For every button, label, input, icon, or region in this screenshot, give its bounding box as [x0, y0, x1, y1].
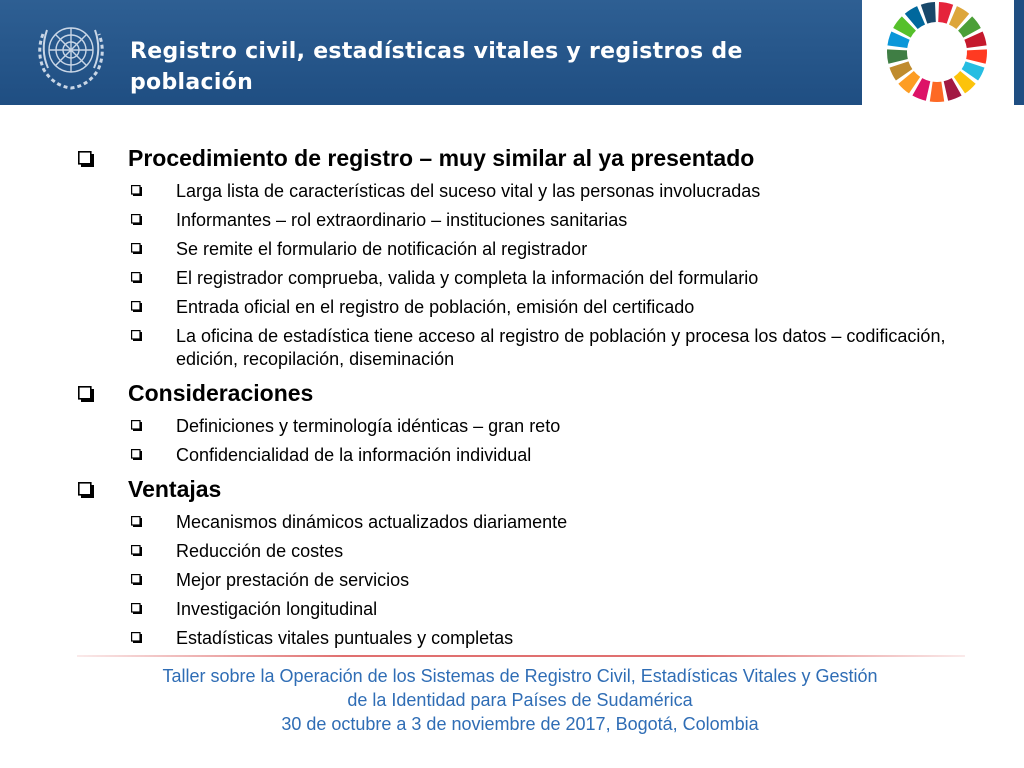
- checkbox-bullet-icon: [131, 516, 142, 527]
- list-item-text: Entrada oficial en el registro de población, emisión del certificado: [176, 297, 695, 317]
- list-item: [78, 325, 958, 377]
- list-item-text: Se remite el formulario de notificación al registrador: [176, 239, 588, 259]
- section-heading-text: Consideraciones: [128, 380, 314, 406]
- sdg-wheel-segment: [966, 49, 987, 63]
- section-heading-text: Ventajas: [128, 476, 222, 502]
- checkbox-bullet-icon: [131, 272, 142, 283]
- un-emblem-icon: [30, 12, 112, 92]
- footer-line-2: de la Identidad para Países de Sudamérica: [347, 690, 693, 710]
- footer-line-3: 30 de octubre a 3 de noviembre de 2017, Bogotá, Colombia: [281, 714, 759, 734]
- list-item-text: Estadísticas vitales puntuales y completas: [176, 628, 514, 648]
- list-item: [78, 415, 958, 444]
- list-item: [78, 569, 958, 598]
- list-item-text: El registrador comprueba, valida y completa la información del formulario: [176, 268, 759, 288]
- sdg-wheel-segment: [930, 82, 944, 102]
- checkbox-bullet-icon: [131, 574, 142, 585]
- checkbox-bullet-icon: [131, 185, 142, 196]
- list-item: [78, 511, 958, 540]
- list-item: [78, 238, 958, 267]
- sdg-color-wheel-icon: [873, 0, 1001, 105]
- list-item-text: Investigación longitudinal: [176, 599, 378, 619]
- footer: [0, 664, 1024, 736]
- checkbox-bullet-icon: [78, 482, 94, 498]
- checkbox-bullet-icon: [131, 632, 142, 643]
- section-heading-consideraciones: [78, 377, 958, 409]
- checkbox-bullet-icon: [131, 545, 142, 556]
- list-item-text: Informantes – rol extraordinario – instituciones sanitarias: [176, 210, 628, 230]
- list-item-text: La oficina de estadística tiene acceso al registro de población y procesa los datos – codificación, edición, recopilación, diseminación: [176, 326, 946, 369]
- list-item: [78, 180, 958, 209]
- page-title: Registro civil, estadísticas vitales y registros de población: [130, 39, 743, 95]
- checkbox-bullet-icon: [131, 243, 142, 254]
- list-item-text: Definiciones y terminología idénticas – gran reto: [176, 416, 561, 436]
- list-item: [78, 296, 958, 325]
- list-item: [78, 267, 958, 296]
- list-item: [78, 598, 958, 627]
- checkbox-bullet-icon: [78, 151, 94, 167]
- header-edge-bar: [1014, 0, 1024, 105]
- sdg-wheel-segment: [887, 49, 908, 63]
- list-item-text: Reducción de costes: [176, 541, 344, 561]
- section-heading-text: Procedimiento de registro – muy similar al ya presentado: [128, 145, 755, 171]
- checkbox-bullet-icon: [131, 420, 142, 431]
- checkbox-bullet-icon: [78, 386, 94, 402]
- list-item-text: Mecanismos dinámicos actualizados diariamente: [176, 512, 568, 532]
- list-item: [78, 444, 958, 473]
- footer-line-1: Taller sobre la Operación de los Sistemas de Registro Civil, Estadísticas Vitales y Gestión: [162, 666, 878, 686]
- list-item-text: Larga lista de características del suceso vital y las personas involucradas: [176, 181, 761, 201]
- list-item: [78, 627, 958, 656]
- main-content: [78, 142, 958, 656]
- checkbox-bullet-icon: [131, 214, 142, 225]
- checkbox-bullet-icon: [131, 603, 142, 614]
- section-heading-procedimiento: [78, 142, 958, 174]
- checkbox-bullet-icon: [131, 301, 142, 312]
- footer-divider: [77, 655, 965, 657]
- list-item: [78, 209, 958, 238]
- checkbox-bullet-icon: [131, 330, 142, 341]
- checkbox-bullet-icon: [131, 449, 142, 460]
- list-item-text: Mejor prestación de servicios: [176, 570, 410, 590]
- section-heading-ventajas: [78, 473, 958, 505]
- list-item-text: Confidencialidad de la información individual: [176, 445, 532, 465]
- list-item: [78, 540, 958, 569]
